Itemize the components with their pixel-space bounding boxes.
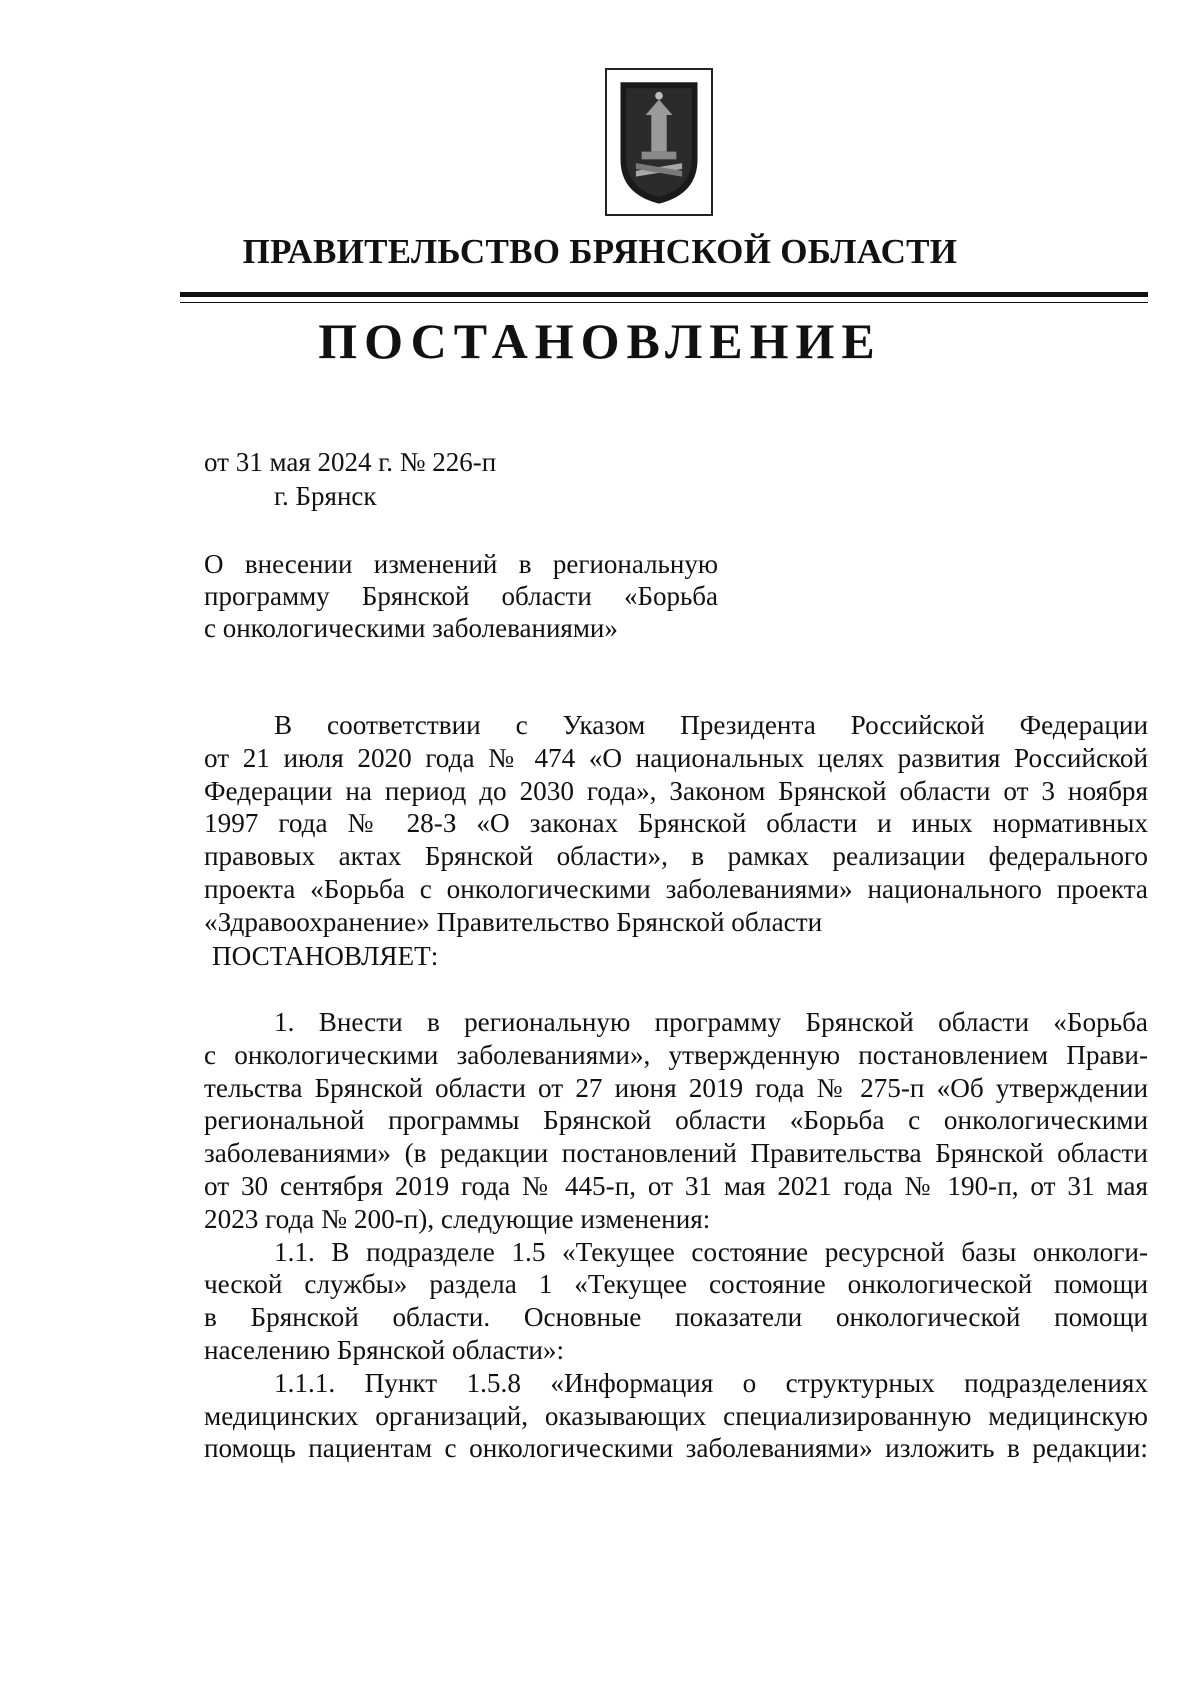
preamble-line: правовых актах Брянской области», в рамках реализации федерального	[204, 841, 1148, 872]
preamble-line: «Здравоохранение» Правительство Брянской области	[204, 906, 823, 937]
clause-line: медицинских организаций, оказывающих специализированную медицинскую	[204, 1400, 1148, 1431]
clause-line: тельства Брянской области от 27 июня 2019 года № 275-п «Об утверждении	[204, 1072, 1148, 1103]
clause-line: заболеваниями» (в редакции постановлений Правительства Брянской области	[204, 1138, 1148, 1169]
preamble-line: от 21 июля 2020 года № 474 «О национальных целях развития Российской	[204, 742, 1148, 773]
subject-line: с онкологическими заболеваниями»	[204, 613, 618, 643]
clause-line: ческой службы» раздела 1 «Текущее состояние онкологической помощи	[204, 1269, 1148, 1300]
clause-line: с онкологическими заболеваниями», утвержденную постановлением Прави-	[204, 1039, 1148, 1070]
clause-line: 1. Внести в региональную программу Брянской области «Борьба	[274, 1007, 1148, 1037]
clause-line: помощь пациентам с онкологическими заболеваниями» изложить в редакции:	[204, 1433, 1148, 1464]
preamble	[204, 709, 1148, 939]
date-number: от 31 мая 2024 г. № 226-п	[204, 447, 497, 477]
city: г. Брянск	[274, 481, 377, 511]
header-rule-thick	[180, 292, 1148, 297]
subject-title	[204, 548, 718, 644]
preamble-line: В соответствии с Указом Президента Российской Федерации	[274, 710, 1148, 740]
subject-line: программу Брянской области «Борьба	[204, 581, 718, 611]
clause-line: 2023 года № 200-п), следующие изменения:	[204, 1203, 711, 1234]
preamble-line: проекта «Борьба с онкологическими заболеваниями» национального проекта	[204, 873, 1148, 904]
coat-of-arms	[605, 68, 713, 216]
organization-title: ПРАВИТЕЛЬСТВО БРЯНСКОЙ ОБЛАСТИ	[242, 232, 958, 271]
document-type: ПОСТАНОВЛЕНИЕ	[318, 313, 882, 369]
preamble-line: Федерации на период до 2030 года», Законом Брянской области от 3 ноября	[204, 775, 1148, 806]
coat-of-arms-icon	[607, 70, 711, 214]
clause-line: населению Брянской области»:	[204, 1334, 565, 1365]
clause-line: 1.1.1. Пункт 1.5.8 «Информация о структурных подразделениях	[274, 1367, 1148, 1398]
header-rule-thin	[180, 302, 1148, 303]
clauses	[204, 1006, 1148, 1465]
preamble-line: 1997 года № 28-З «О законах Брянской области и иных нормативных	[204, 808, 1148, 839]
clause-line: в Брянской области. Основные показатели онкологической помощи	[204, 1302, 1148, 1333]
clause-line: региональной программы Брянской области «Борьба с онкологическими	[204, 1105, 1148, 1136]
clause-line: от 30 сентября 2019 года № 445-п, от 31 мая 2021 года № 190-п, от 31 мая	[204, 1170, 1148, 1201]
resolve-word: ПОСТАНОВЛЯЕТ:	[212, 941, 439, 971]
clause-line: 1.1. В подразделе 1.5 «Текущее состояние ресурсной базы онкологи-	[274, 1236, 1148, 1267]
subject-line: О внесении изменений в региональную	[204, 549, 718, 579]
